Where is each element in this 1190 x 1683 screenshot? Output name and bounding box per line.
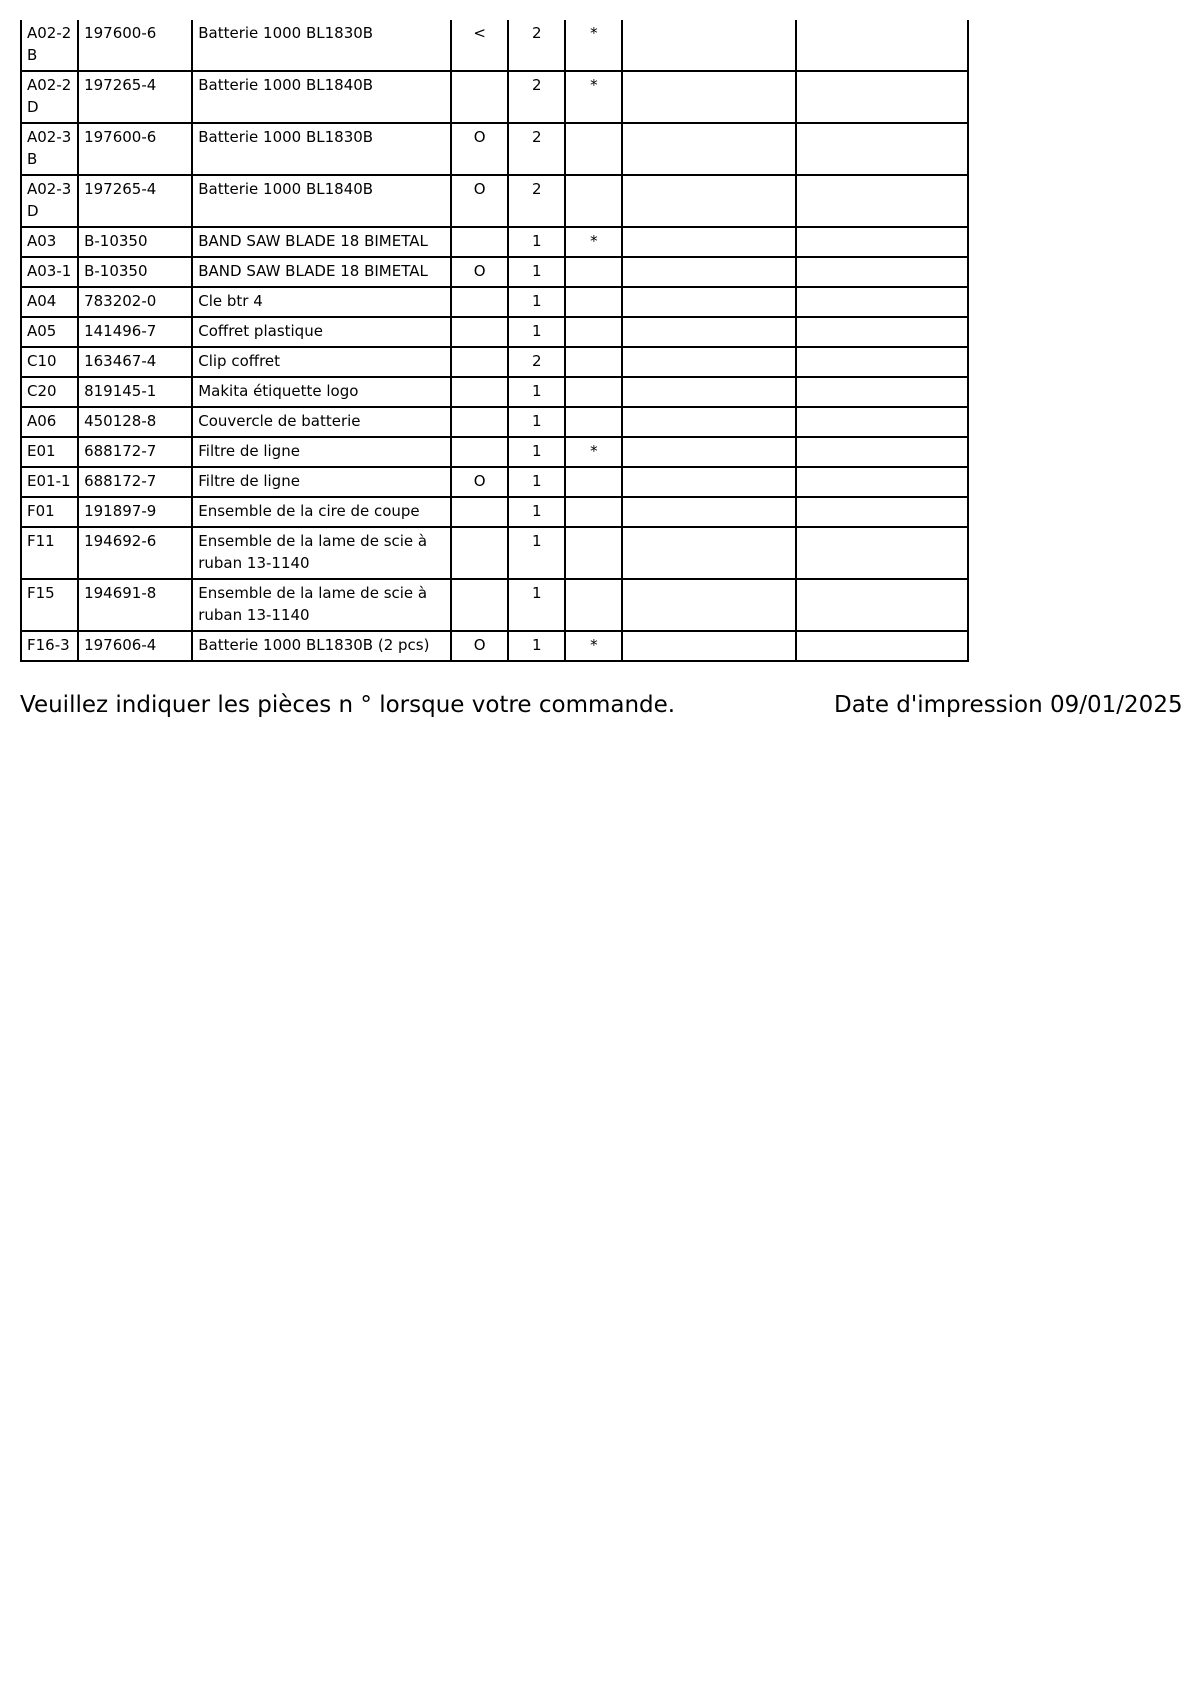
- indicator-cell: O: [451, 467, 508, 497]
- quantity-cell: 1: [508, 527, 565, 579]
- notes-cell: [622, 257, 795, 287]
- notes-cell: [622, 527, 795, 579]
- flag-cell: [565, 287, 622, 317]
- description-cell: Ensemble de la cire de coupe: [192, 497, 451, 527]
- notes-cell: [622, 317, 795, 347]
- notes-cell: [622, 377, 795, 407]
- description-cell: Clip coffret: [192, 347, 451, 377]
- notes-cell: [622, 437, 795, 467]
- part-ref-cell: C10: [21, 347, 78, 377]
- extra-cell: [796, 437, 968, 467]
- indicator-cell: [451, 377, 508, 407]
- part-ref-cell: A02-3D: [21, 175, 78, 227]
- quantity-cell: 1: [508, 579, 565, 631]
- part-ref-cell: A03-1: [21, 257, 78, 287]
- description-cell: Ensemble de la lame de scie à ruban 13-1140: [192, 527, 451, 579]
- extra-cell: [796, 71, 968, 123]
- indicator-cell: [451, 71, 508, 123]
- table-row: [21, 579, 968, 631]
- extra-cell: [796, 257, 968, 287]
- extra-cell: [796, 175, 968, 227]
- quantity-cell: 1: [508, 227, 565, 257]
- part-number-cell: 688172-7: [78, 467, 192, 497]
- table-row: [21, 287, 968, 317]
- table-row: [21, 71, 968, 123]
- part-ref-cell: A02-2B: [21, 20, 78, 71]
- notes-cell: [622, 123, 795, 175]
- flag-cell: [565, 317, 622, 347]
- quantity-cell: 1: [508, 377, 565, 407]
- part-number-cell: B-10350: [78, 227, 192, 257]
- flag-cell: *: [565, 437, 622, 467]
- quantity-cell: 2: [508, 347, 565, 377]
- part-ref-cell: F11: [21, 527, 78, 579]
- part-number-cell: 688172-7: [78, 437, 192, 467]
- table-row: [21, 123, 968, 175]
- part-number-cell: 141496-7: [78, 317, 192, 347]
- indicator-cell: [451, 287, 508, 317]
- description-cell: Filtre de ligne: [192, 467, 451, 497]
- extra-cell: [796, 377, 968, 407]
- quantity-cell: 2: [508, 175, 565, 227]
- description-cell: Filtre de ligne: [192, 437, 451, 467]
- extra-cell: [796, 467, 968, 497]
- part-number-cell: 819145-1: [78, 377, 192, 407]
- parts-table: [20, 20, 969, 662]
- extra-cell: [796, 527, 968, 579]
- part-number-cell: B-10350: [78, 257, 192, 287]
- description-cell: Cle btr 4: [192, 287, 451, 317]
- indicator-cell: O: [451, 257, 508, 287]
- flag-cell: [565, 467, 622, 497]
- indicator-cell: [451, 347, 508, 377]
- quantity-cell: 1: [508, 317, 565, 347]
- notes-cell: [622, 579, 795, 631]
- part-number-cell: 197606-4: [78, 631, 192, 661]
- flag-cell: *: [565, 71, 622, 123]
- description-cell: Couvercle de batterie: [192, 407, 451, 437]
- description-cell: Ensemble de la lame de scie à ruban 13-1140: [192, 579, 451, 631]
- flag-cell: [565, 347, 622, 377]
- table-row: [21, 175, 968, 227]
- flag-cell: [565, 123, 622, 175]
- description-cell: Batterie 1000 BL1840B: [192, 71, 451, 123]
- part-ref-cell: A03: [21, 227, 78, 257]
- part-number-cell: 197265-4: [78, 175, 192, 227]
- flag-cell: [565, 497, 622, 527]
- extra-cell: [796, 497, 968, 527]
- table-row: [21, 347, 968, 377]
- table-row: [21, 20, 968, 71]
- part-ref-cell: E01-1: [21, 467, 78, 497]
- part-number-cell: 194691-8: [78, 579, 192, 631]
- quantity-cell: 1: [508, 257, 565, 287]
- indicator-cell: <: [451, 20, 508, 71]
- table-row: [21, 377, 968, 407]
- flag-cell: *: [565, 20, 622, 71]
- table-row: [21, 467, 968, 497]
- table-row: [21, 227, 968, 257]
- flag-cell: [565, 527, 622, 579]
- flag-cell: [565, 377, 622, 407]
- parts-table-body: [21, 20, 968, 661]
- indicator-cell: [451, 527, 508, 579]
- indicator-cell: O: [451, 175, 508, 227]
- quantity-cell: 1: [508, 497, 565, 527]
- quantity-cell: 1: [508, 407, 565, 437]
- extra-cell: [796, 287, 968, 317]
- indicator-cell: O: [451, 123, 508, 175]
- description-cell: BAND SAW BLADE 18 BIMETAL: [192, 257, 451, 287]
- extra-cell: [796, 579, 968, 631]
- indicator-cell: [451, 407, 508, 437]
- part-ref-cell: A06: [21, 407, 78, 437]
- quantity-cell: 2: [508, 20, 565, 71]
- indicator-cell: [451, 437, 508, 467]
- table-row: [21, 631, 968, 661]
- description-cell: Batterie 1000 BL1830B (2 pcs): [192, 631, 451, 661]
- indicator-cell: [451, 579, 508, 631]
- notes-cell: [622, 631, 795, 661]
- part-number-cell: 197600-6: [78, 123, 192, 175]
- indicator-cell: [451, 497, 508, 527]
- notes-cell: [622, 347, 795, 377]
- notes-cell: [622, 467, 795, 497]
- description-cell: Batterie 1000 BL1830B: [192, 20, 451, 71]
- description-cell: Batterie 1000 BL1840B: [192, 175, 451, 227]
- part-number-cell: 191897-9: [78, 497, 192, 527]
- description-cell: Batterie 1000 BL1830B: [192, 123, 451, 175]
- extra-cell: [796, 407, 968, 437]
- part-ref-cell: F16-3: [21, 631, 78, 661]
- flag-cell: [565, 579, 622, 631]
- indicator-cell: [451, 227, 508, 257]
- table-row: [21, 497, 968, 527]
- print-date: Date d'impression 09/01/2025: [834, 692, 1183, 718]
- extra-cell: [796, 123, 968, 175]
- extra-cell: [796, 317, 968, 347]
- part-number-cell: 197265-4: [78, 71, 192, 123]
- extra-cell: [796, 347, 968, 377]
- part-number-cell: 194692-6: [78, 527, 192, 579]
- indicator-cell: O: [451, 631, 508, 661]
- notes-cell: [622, 71, 795, 123]
- quantity-cell: 1: [508, 631, 565, 661]
- part-number-cell: 450128-8: [78, 407, 192, 437]
- indicator-cell: [451, 317, 508, 347]
- flag-cell: [565, 257, 622, 287]
- part-ref-cell: A02-2D: [21, 71, 78, 123]
- description-cell: BAND SAW BLADE 18 BIMETAL: [192, 227, 451, 257]
- quantity-cell: 1: [508, 287, 565, 317]
- part-ref-cell: F01: [21, 497, 78, 527]
- notes-cell: [622, 497, 795, 527]
- table-row: [21, 527, 968, 579]
- description-cell: Coffret plastique: [192, 317, 451, 347]
- part-number-cell: 197600-6: [78, 20, 192, 71]
- quantity-cell: 2: [508, 71, 565, 123]
- flag-cell: [565, 407, 622, 437]
- part-ref-cell: E01: [21, 437, 78, 467]
- flag-cell: [565, 175, 622, 227]
- extra-cell: [796, 631, 968, 661]
- part-ref-cell: C20: [21, 377, 78, 407]
- quantity-cell: 2: [508, 123, 565, 175]
- order-instruction-note: Veuillez indiquer les pièces n ° lorsque votre commande.: [20, 692, 676, 718]
- notes-cell: [622, 175, 795, 227]
- table-row: [21, 407, 968, 437]
- part-number-cell: 163467-4: [78, 347, 192, 377]
- part-ref-cell: A04: [21, 287, 78, 317]
- part-ref-cell: F15: [21, 579, 78, 631]
- quantity-cell: 1: [508, 467, 565, 497]
- notes-cell: [622, 20, 795, 71]
- table-row: [21, 257, 968, 287]
- part-ref-cell: A05: [21, 317, 78, 347]
- notes-cell: [622, 227, 795, 257]
- notes-cell: [622, 287, 795, 317]
- part-number-cell: 783202-0: [78, 287, 192, 317]
- description-cell: Makita étiquette logo: [192, 377, 451, 407]
- part-ref-cell: A02-3B: [21, 123, 78, 175]
- table-row: [21, 437, 968, 467]
- table-row: [21, 317, 968, 347]
- extra-cell: [796, 227, 968, 257]
- extra-cell: [796, 20, 968, 71]
- notes-cell: [622, 407, 795, 437]
- flag-cell: *: [565, 227, 622, 257]
- flag-cell: *: [565, 631, 622, 661]
- quantity-cell: 1: [508, 437, 565, 467]
